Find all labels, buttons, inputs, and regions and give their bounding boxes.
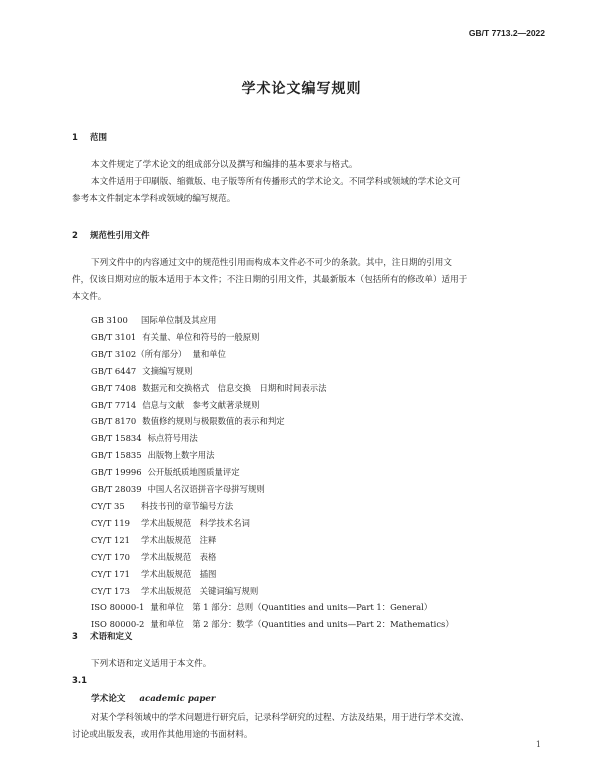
reference-item — [91, 498, 454, 515]
reference-item — [91, 397, 454, 414]
reference-title: 文摘编写规则 — [142, 365, 193, 376]
reference-item — [91, 464, 454, 481]
reference-title: 学术出版规范 注释 — [141, 534, 217, 545]
reference-code: GB/T 3101 — [91, 331, 137, 342]
section-1-paragraph-2: 本文件适用于印刷版、缩微版、电子版等所有传播形式的学术论文。不同学科或领域的学术论文可 — [91, 177, 461, 187]
term-definition-line-2: 讨论或出版发表，或用作其他用途的书面材料。 — [72, 730, 253, 740]
term-entry — [91, 692, 215, 704]
reference-title: 学术出版规范 科学技术名词 — [141, 517, 250, 528]
reference-code: GB/T 8170 — [91, 416, 137, 427]
reference-title: 数据元和交换格式 信息交换 日期和时间表示法 — [142, 382, 327, 393]
reference-code: GB/T 19996 — [91, 467, 142, 478]
section-3-paragraph-1: 下列术语和定义适用于本文件。 — [91, 659, 212, 669]
reference-code: CY/T 170 — [91, 551, 130, 562]
reference-item — [91, 380, 454, 397]
reference-item — [91, 599, 454, 616]
reference-code: CY/T 119 — [91, 517, 130, 528]
reference-code: CY/T 121 — [91, 534, 130, 545]
reference-title: 学术出版规范 插图 — [141, 568, 217, 579]
reference-item — [91, 430, 454, 447]
reference-item — [91, 346, 454, 363]
reference-code: GB/T 6447 — [91, 365, 137, 376]
reference-code: GB 3100 — [91, 315, 128, 325]
standard-code: GB/T 7713.2—2022 — [468, 28, 545, 38]
section-2-paragraph-line-3: 本文件。 — [72, 292, 107, 302]
reference-code: GB/T 3102（所有部分） — [91, 348, 187, 359]
reference-item — [91, 583, 454, 600]
normative-references-list — [91, 312, 454, 633]
reference-code: GB/T 7714 — [91, 399, 137, 410]
section-1-paragraph-1: 本文件规定了学术论文的组成部分以及撰写和编排的基本要求与格式。 — [91, 160, 358, 170]
term-chinese: 学术论文 — [91, 694, 126, 704]
section-1-heading — [72, 131, 107, 143]
reference-item — [91, 447, 454, 464]
reference-item — [91, 413, 454, 430]
reference-title: 出版物上数字用法 — [147, 450, 215, 461]
reference-item — [91, 363, 454, 380]
section-3-heading — [72, 630, 133, 642]
section-title: 规范性引用文件 — [90, 231, 150, 241]
reference-title: 学术出版规范 表格 — [141, 551, 217, 562]
reference-code: CY/T 171 — [91, 568, 130, 579]
reference-item — [91, 515, 454, 532]
reference-title: 量和单位 第 1 部分：总则（Quantities and units—Part 1：General） — [150, 602, 433, 613]
page-number: 1 — [535, 740, 541, 749]
term-english: academic paper — [139, 694, 216, 704]
section-2-paragraph-line-1: 下列文件中的内容通过文中的规范性引用而构成本文件必不可少的条款。其中，注日期的引用文 — [91, 258, 452, 268]
reference-title: 有关量、单位和符号的一般原则 — [142, 331, 260, 342]
reference-item — [91, 481, 454, 498]
reference-code: GB/T 7408 — [91, 382, 137, 393]
reference-code: ISO 80000-2 — [91, 619, 145, 630]
section-title: 术语和定义 — [90, 632, 133, 642]
reference-title: 科技书刊的章节编号方法 — [141, 500, 234, 511]
reference-code: GB/T 28039 — [91, 484, 142, 495]
reference-title: 中国人名汉语拼音字母拼写规则 — [147, 484, 265, 495]
subsection-number: 3.1 — [72, 676, 88, 686]
reference-item — [91, 532, 454, 549]
section-2-heading — [72, 229, 150, 241]
reference-title: 国际单位制及其应用 — [141, 315, 217, 325]
reference-item — [91, 566, 454, 583]
reference-title: 学术出版规范 关键词编写规则 — [141, 585, 259, 596]
reference-title: 数值修约规则与极限数值的表示和判定 — [142, 416, 285, 427]
reference-item — [91, 329, 454, 346]
reference-item — [91, 549, 454, 566]
reference-title: 公开版纸质地图质量评定 — [147, 467, 240, 478]
reference-title: 标点符号用法 — [147, 433, 198, 444]
reference-item — [91, 616, 454, 633]
reference-title: 量和单位 — [192, 348, 226, 359]
reference-code: GB/T 15835 — [91, 450, 142, 461]
reference-item — [91, 312, 454, 329]
section-number: 1 — [72, 133, 78, 143]
reference-title: 信息与文献 参考文献著录规则 — [142, 399, 260, 410]
section-title: 范围 — [90, 133, 108, 143]
reference-code: CY/T 35 — [91, 500, 125, 511]
section-2-paragraph-line-2: 件，仅该日期对应的版本适用于本文件；不注日期的引用文件，其最新版本（包括所有的修改单）适用于 — [72, 275, 468, 285]
reference-code: ISO 80000-1 — [91, 602, 145, 613]
section-1-paragraph-2-cont: 参考本文件制定本学科或领域的编写规范。 — [72, 194, 236, 204]
section-number: 3 — [72, 632, 78, 642]
reference-code: CY/T 173 — [91, 585, 130, 596]
section-number: 2 — [72, 231, 78, 241]
term-definition-line-1: 对某个学科领域中的学术问题进行研究后，记录科学研究的过程、方法及结果，用于进行学术交流、 — [91, 713, 470, 723]
document-title: 学术论文编写规则 — [241, 81, 362, 97]
reference-title: 量和单位 第 2 部分：数学（Quantities and units—Part 2：Mathematics） — [150, 619, 454, 630]
reference-code: GB/T 15834 — [91, 433, 142, 444]
